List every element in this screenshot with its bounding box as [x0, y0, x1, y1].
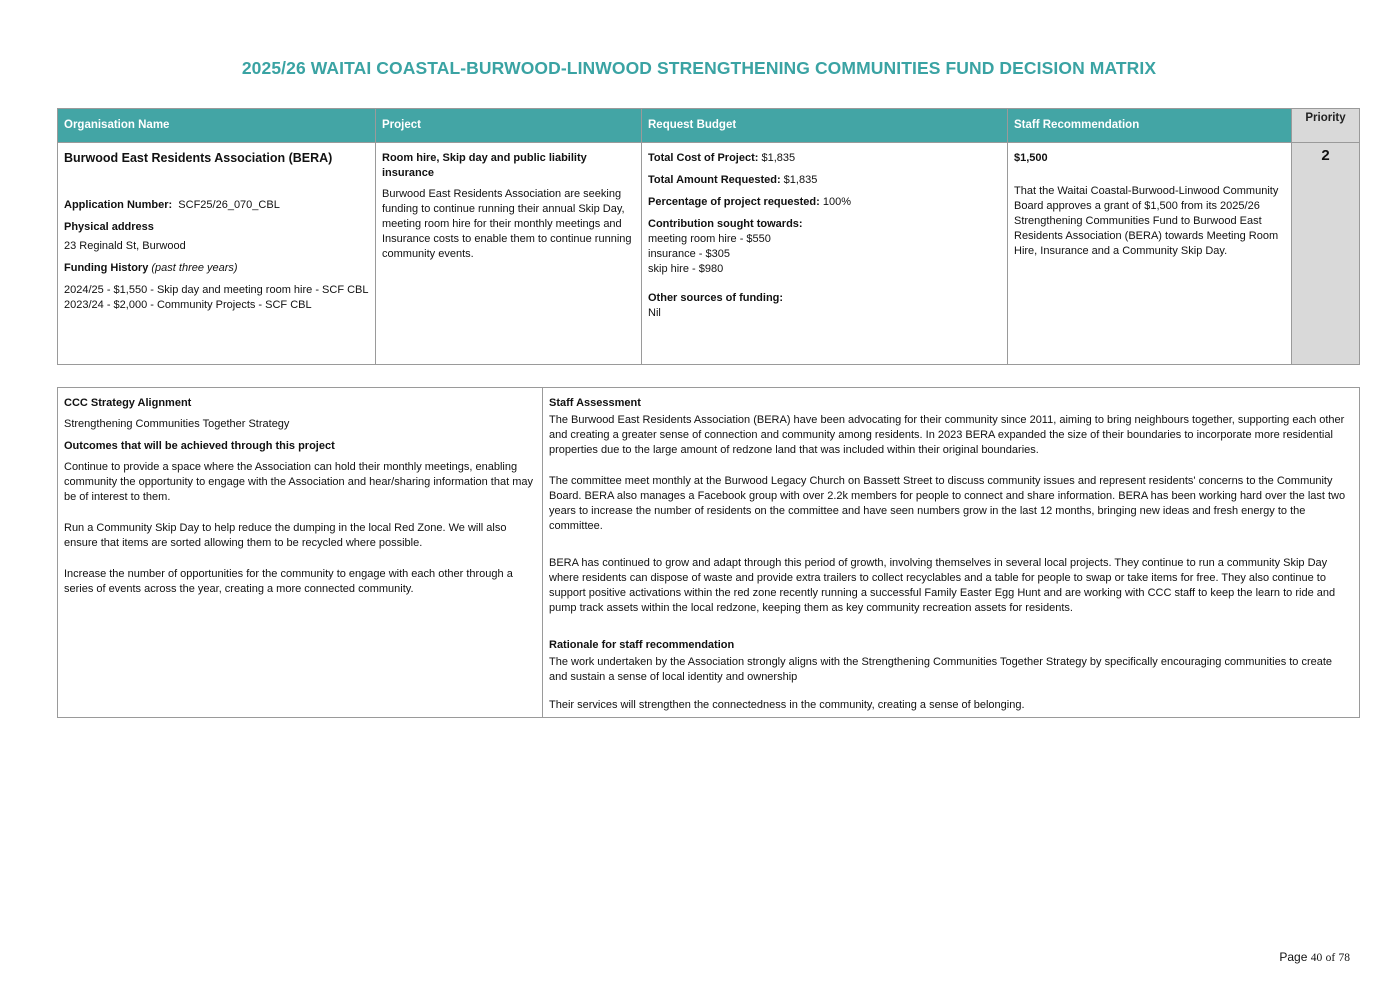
page-number — [1279, 950, 1350, 964]
contribution-item: insurance - $305 — [648, 248, 730, 260]
total-cost-value: $1,835 — [761, 152, 796, 164]
recommendation-amount: $1,500 — [1014, 152, 1048, 164]
project-title: Room hire, Skip day and public liability insurance — [382, 152, 587, 179]
page-total: 78 — [1338, 952, 1350, 964]
strategy-name: Strengthening Communities Together Strategy — [64, 418, 290, 430]
percentage-label: Percentage of project requested: — [648, 196, 820, 208]
physical-address: 23 Reginald St, Burwood — [64, 240, 186, 252]
header-recommendation: Staff Recommendation — [1008, 109, 1292, 143]
header-priority: Priority — [1292, 109, 1360, 143]
assessment-paragraph: BERA has continued to grow and adapt through this period of growth, involving themselves in several local projects. They continue to run a community Skip Day where residents can dispose of waste and provide extra trailers to collect recyclables and a table for people to swap or take items for free. They also continue to support positive activations within the red zone recently running a successful Family Easter Egg Hunt and are working with CCC staff to keep the learn to ride and pump track assets within the local redzone, keeping them as key community recreation assets for residents. — [549, 557, 1336, 614]
rationale-paragraph: Their services will strengthen the connectedness in the community, creating a sense of belonging. — [549, 699, 1025, 711]
funding-history-item: 2023/24 - $2,000 - Community Projects - SCF CBL — [64, 299, 312, 311]
organisation-cell — [58, 143, 376, 365]
outcome-item: Continue to provide a space where the Association can hold their monthly meetings, enabling community the opportunity to engage with the Association and hear/sharing information that may be of interest to them. — [64, 461, 533, 503]
assessment-heading: Staff Assessment — [549, 397, 641, 409]
total-requested-label: Total Amount Requested: — [648, 174, 781, 186]
rationale-heading: Rationale for staff recommendation — [549, 639, 735, 651]
funding-history-note: (past three years) — [151, 262, 238, 274]
other-sources-label: Other sources of funding: — [648, 292, 784, 304]
recommendation-cell — [1008, 143, 1292, 365]
total-cost-line — [648, 151, 1001, 166]
matrix-header-row — [58, 109, 1360, 143]
matrix-data-row — [58, 143, 1360, 365]
strategy-heading: CCC Strategy Alignment — [64, 397, 192, 409]
total-requested-value: $1,835 — [783, 174, 818, 186]
assessment-paragraph: The Burwood East Residents Association (BERA) have been advocating for their community since 2011, aiming to bring neighbours together, supporting each other and creating a greater sense of connection and community among residents. In 2023 BERA expanded the size of their boundaries to incorporate more residential properties due to the large amount of redzone land that was included within their original boundaries. — [549, 414, 1345, 456]
percentage-line — [648, 195, 1001, 210]
assessment-table — [57, 387, 1360, 718]
rationale-paragraph: The work undertaken by the Association strongly aligns with the Strengthening Communities Together Strategy by specifically encouraging communities to create and sustain a sense of local identity and ownership — [549, 656, 1333, 683]
decision-matrix-table — [57, 108, 1360, 365]
project-description: Burwood East Residents Association are seeking funding to continue running their annual Skip Day, meeting room hire for their monthly meetings and Insurance costs to enable them to continue running community events. — [382, 188, 632, 260]
project-cell — [376, 143, 642, 365]
strategy-cell — [58, 388, 543, 718]
assessment-row — [58, 388, 1360, 718]
total-requested-line — [648, 173, 1001, 188]
funding-history-label: Funding History — [64, 262, 149, 274]
page-prefix: Page — [1279, 950, 1308, 964]
header-budget: Request Budget — [642, 109, 1008, 143]
funding-history-heading — [64, 261, 369, 276]
header-organisation: Organisation Name — [58, 109, 376, 143]
percentage-value: 100% — [822, 196, 851, 208]
application-number: SCF25/26_070_CBL — [178, 199, 280, 211]
header-project: Project — [376, 109, 642, 143]
funding-history-item: 2024/25 - $1,550 - Skip day and meeting room hire - SCF CBL — [64, 284, 369, 296]
page-current: 40 — [1310, 952, 1323, 964]
contribution-item: skip hire - $980 — [648, 263, 724, 275]
outcome-item: Increase the number of opportunities for the community to engage with each other through a series of events across the year, creating a more connected community. — [64, 568, 513, 595]
organisation-name: Burwood East Residents Association (BERA) — [64, 151, 333, 165]
other-sources-value: Nil — [648, 307, 661, 319]
assessment-paragraph: The committee meet monthly at the Burwood Legacy Church on Bassett Street to discuss community issues and represent residents' concerns to the Community Board. BERA also manages a Facebook group with over 2.2k members for people to connect and share information. BERA has been working hard over the last two years to increase the number of residents on the committee and have seen numbers grow in the last 12 months, bringing new ideas and fresh energy to the committee. — [549, 475, 1346, 532]
total-cost-label: Total Cost of Project: — [648, 152, 759, 164]
budget-cell — [642, 143, 1008, 365]
outcome-item: Run a Community Skip Day to help reduce the dumping in the local Red Zone. We will also ensure that items are sorted allowing them to be recycled where possible. — [64, 522, 507, 549]
contribution-item: meeting room hire - $550 — [648, 233, 771, 245]
outcomes-heading: Outcomes that will be achieved through this project — [64, 440, 335, 452]
priority-value: 2 — [1321, 147, 1330, 164]
physical-address-label: Physical address — [64, 221, 154, 233]
priority-cell — [1292, 143, 1360, 365]
recommendation-text: That the Waitai Coastal-Burwood-Linwood Community Board approves a grant of $1,500 from its 2025/26 Strengthening Communities Fund to Burwood East Residents Association (BERA) towards Meeting Room Hire, Insurance and a Community Skip Day. — [1014, 185, 1279, 257]
page-of: of — [1325, 952, 1336, 964]
document-title: 2025/26 WAITAI COASTAL-BURWOOD-LINWOOD STRENGTHENING COMMUNITIES FUND DECISION MATRIX — [241, 58, 1157, 78]
application-number-line — [64, 198, 369, 213]
contribution-label: Contribution sought towards: — [648, 218, 803, 230]
application-number-label: Application Number: — [64, 199, 173, 211]
staff-assessment-cell — [543, 388, 1360, 718]
